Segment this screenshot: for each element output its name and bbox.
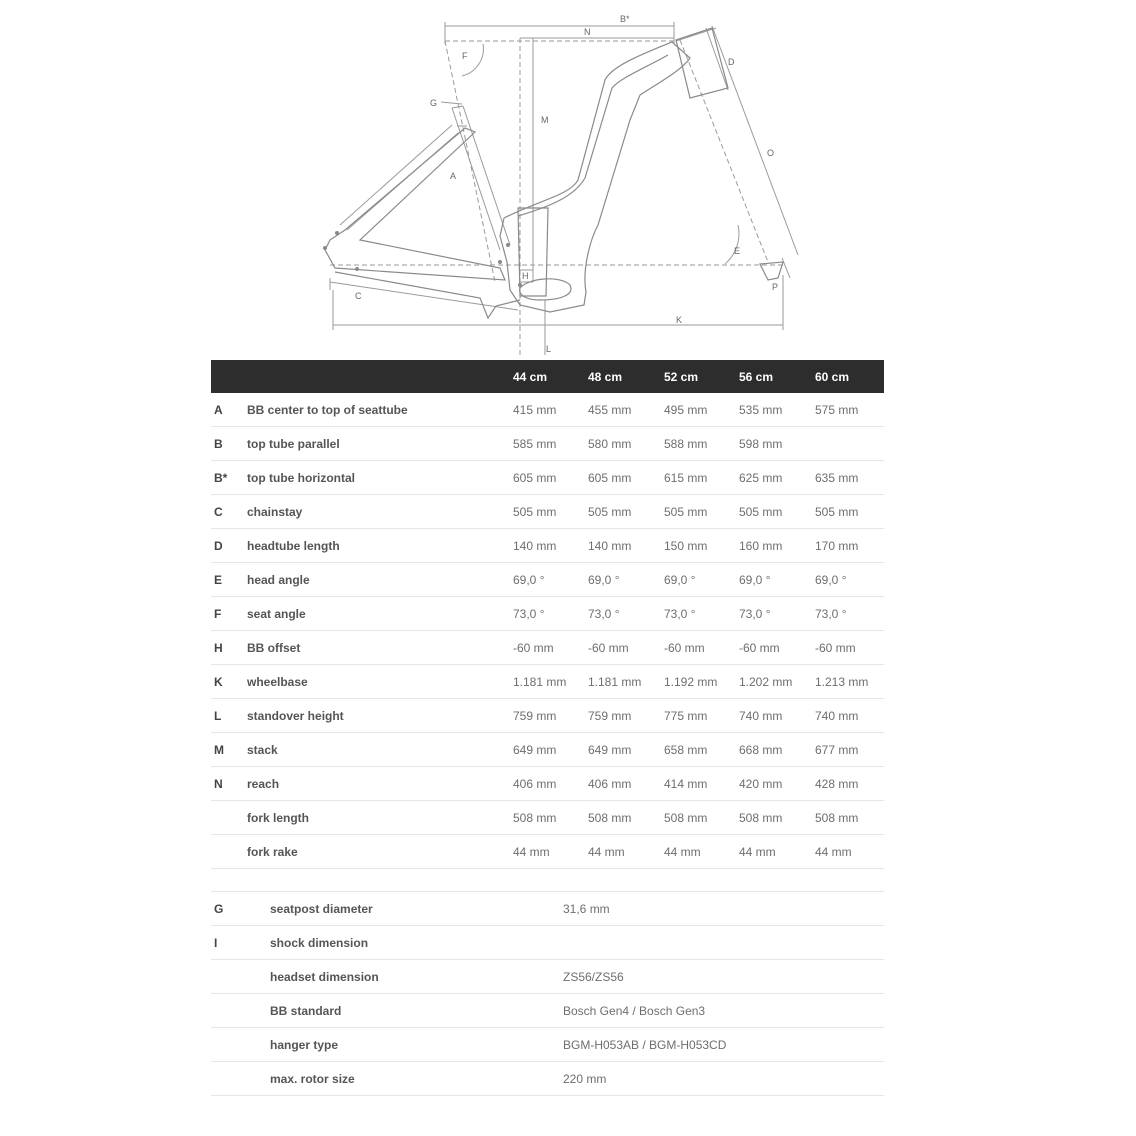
row-value: 505 mm <box>737 495 813 529</box>
spec-row <box>211 926 884 960</box>
spec-row <box>211 994 884 1028</box>
row-value: 150 mm <box>662 529 737 563</box>
row-value: 455 mm <box>586 393 662 427</box>
row-letter: C <box>211 495 245 529</box>
row-value: 505 mm <box>586 495 662 529</box>
label-p: P <box>772 282 779 292</box>
row-value: 508 mm <box>511 801 586 835</box>
row-value: -60 mm <box>511 631 586 665</box>
row-value: -60 mm <box>586 631 662 665</box>
geometry-row <box>211 461 884 495</box>
spec-label: headset dimension <box>267 960 560 994</box>
row-label: chainstay <box>245 495 511 529</box>
row-value: 605 mm <box>511 461 586 495</box>
row-value: 73,0 ° <box>586 597 662 631</box>
row-value: 585 mm <box>511 427 586 461</box>
row-value: 420 mm <box>737 767 813 801</box>
row-value: 740 mm <box>813 699 884 733</box>
label-l: L <box>546 344 552 354</box>
row-letter: N <box>211 767 245 801</box>
row-label: top tube parallel <box>245 427 511 461</box>
row-label: head angle <box>245 563 511 597</box>
row-value: 1.213 mm <box>813 665 884 699</box>
geometry-row <box>211 665 884 699</box>
spec-value: 31,6 mm <box>560 892 884 926</box>
row-letter: K <box>211 665 245 699</box>
size-header: 48 cm <box>586 360 662 393</box>
row-value: 677 mm <box>813 733 884 767</box>
geometry-row <box>211 631 884 665</box>
label-k: K <box>676 315 683 325</box>
label-m: M <box>541 115 549 125</box>
spec-value: ZS56/ZS56 <box>560 960 884 994</box>
spec-value: 220 mm <box>560 1062 884 1096</box>
row-value: 73,0 ° <box>662 597 737 631</box>
row-value <box>813 427 884 461</box>
spec-value: BGM-H053AB / BGM-H053CD <box>560 1028 884 1062</box>
row-value: 406 mm <box>586 767 662 801</box>
row-label: seat angle <box>245 597 511 631</box>
size-header: 60 cm <box>813 360 884 393</box>
row-letter: H <box>211 631 245 665</box>
spec-label: BB standard <box>267 994 560 1028</box>
spec-value: Bosch Gen4 / Bosch Gen3 <box>560 994 884 1028</box>
row-label: wheelbase <box>245 665 511 699</box>
geometry-row <box>211 563 884 597</box>
row-label: fork rake <box>245 835 511 869</box>
row-value: 1.202 mm <box>737 665 813 699</box>
row-value: 44 mm <box>737 835 813 869</box>
label-b-star: B* <box>620 14 630 24</box>
row-value: 1.181 mm <box>511 665 586 699</box>
row-value: 598 mm <box>737 427 813 461</box>
geometry-row <box>211 597 884 631</box>
row-value: 505 mm <box>662 495 737 529</box>
row-value: -60 mm <box>813 631 884 665</box>
row-letter <box>211 835 245 869</box>
row-value: 625 mm <box>737 461 813 495</box>
frame-geometry-diagram <box>320 10 800 360</box>
row-label: fork length <box>245 801 511 835</box>
row-value: 649 mm <box>511 733 586 767</box>
row-value: 44 mm <box>662 835 737 869</box>
label-f: F <box>462 51 468 61</box>
row-value: 658 mm <box>662 733 737 767</box>
row-value: 140 mm <box>586 529 662 563</box>
row-value: 428 mm <box>813 767 884 801</box>
row-label: BB center to top of seattube <box>245 393 511 427</box>
specs-table <box>211 891 884 1096</box>
row-value: 414 mm <box>662 767 737 801</box>
row-value: 649 mm <box>586 733 662 767</box>
row-value: 759 mm <box>511 699 586 733</box>
row-letter: B <box>211 427 245 461</box>
row-label: standover height <box>245 699 511 733</box>
row-value: 508 mm <box>737 801 813 835</box>
row-value: 160 mm <box>737 529 813 563</box>
row-value: 140 mm <box>511 529 586 563</box>
geometry-row <box>211 767 884 801</box>
row-value: 406 mm <box>511 767 586 801</box>
spec-letter <box>211 960 267 994</box>
row-letter <box>211 801 245 835</box>
row-label: BB offset <box>245 631 511 665</box>
spec-letter <box>211 1062 267 1096</box>
label-o: O <box>767 148 775 158</box>
row-value: -60 mm <box>737 631 813 665</box>
row-value: 73,0 ° <box>737 597 813 631</box>
row-value: 69,0 ° <box>511 563 586 597</box>
row-value: 605 mm <box>586 461 662 495</box>
label-a: A <box>450 171 457 181</box>
spec-letter <box>211 994 267 1028</box>
row-value: 508 mm <box>662 801 737 835</box>
row-value: 1.181 mm <box>586 665 662 699</box>
spec-value <box>560 926 884 960</box>
row-label: stack <box>245 733 511 767</box>
size-header: 44 cm <box>511 360 586 393</box>
row-letter: F <box>211 597 245 631</box>
row-value: 508 mm <box>813 801 884 835</box>
row-value: 415 mm <box>511 393 586 427</box>
label-n: N <box>584 27 591 37</box>
geometry-row <box>211 393 884 427</box>
spec-row <box>211 892 884 926</box>
row-letter: L <box>211 699 245 733</box>
spec-letter: I <box>211 926 267 960</box>
spec-letter: G <box>211 892 267 926</box>
row-value: 73,0 ° <box>511 597 586 631</box>
row-value: 668 mm <box>737 733 813 767</box>
spec-row <box>211 960 884 994</box>
row-value: 44 mm <box>813 835 884 869</box>
row-value: 44 mm <box>586 835 662 869</box>
geometry-row <box>211 699 884 733</box>
spec-label: hanger type <box>267 1028 560 1062</box>
row-value: 495 mm <box>662 393 737 427</box>
row-value: 580 mm <box>586 427 662 461</box>
row-value: 69,0 ° <box>813 563 884 597</box>
geometry-row <box>211 835 884 869</box>
row-value: 535 mm <box>737 393 813 427</box>
row-value: 505 mm <box>511 495 586 529</box>
spec-label: max. rotor size <box>267 1062 560 1096</box>
row-letter: M <box>211 733 245 767</box>
row-label: top tube horizontal <box>245 461 511 495</box>
row-letter: B* <box>211 461 245 495</box>
geometry-row <box>211 801 884 835</box>
row-letter: A <box>211 393 245 427</box>
row-value: 635 mm <box>813 461 884 495</box>
row-value: 170 mm <box>813 529 884 563</box>
row-value: 775 mm <box>662 699 737 733</box>
geometry-row <box>211 427 884 461</box>
geometry-row <box>211 495 884 529</box>
row-value: 44 mm <box>511 835 586 869</box>
row-letter: D <box>211 529 245 563</box>
spec-label: shock dimension <box>267 926 560 960</box>
label-e: E <box>734 246 741 256</box>
size-header: 52 cm <box>662 360 737 393</box>
geometry-header-row <box>211 360 884 393</box>
row-label: reach <box>245 767 511 801</box>
header-blank <box>245 360 511 393</box>
label-c: C <box>355 291 362 301</box>
label-h: H <box>522 271 529 281</box>
geometry-row <box>211 733 884 767</box>
row-label: headtube length <box>245 529 511 563</box>
spec-letter <box>211 1028 267 1062</box>
row-value: 759 mm <box>586 699 662 733</box>
spec-row <box>211 1062 884 1096</box>
label-d: D <box>728 57 735 67</box>
row-value: 588 mm <box>662 427 737 461</box>
size-header: 56 cm <box>737 360 813 393</box>
row-value: 575 mm <box>813 393 884 427</box>
geometry-table <box>211 360 884 869</box>
row-value: 615 mm <box>662 461 737 495</box>
row-value: 505 mm <box>813 495 884 529</box>
row-value: 69,0 ° <box>586 563 662 597</box>
header-blank <box>211 360 245 393</box>
label-g: G <box>430 98 438 108</box>
geometry-row <box>211 529 884 563</box>
spec-row <box>211 1028 884 1062</box>
row-value: 740 mm <box>737 699 813 733</box>
row-value: 508 mm <box>586 801 662 835</box>
row-value: 1.192 mm <box>662 665 737 699</box>
row-value: 73,0 ° <box>813 597 884 631</box>
row-value: 69,0 ° <box>662 563 737 597</box>
row-value: -60 mm <box>662 631 737 665</box>
row-value: 69,0 ° <box>737 563 813 597</box>
spec-label: seatpost diameter <box>267 892 560 926</box>
row-letter: E <box>211 563 245 597</box>
